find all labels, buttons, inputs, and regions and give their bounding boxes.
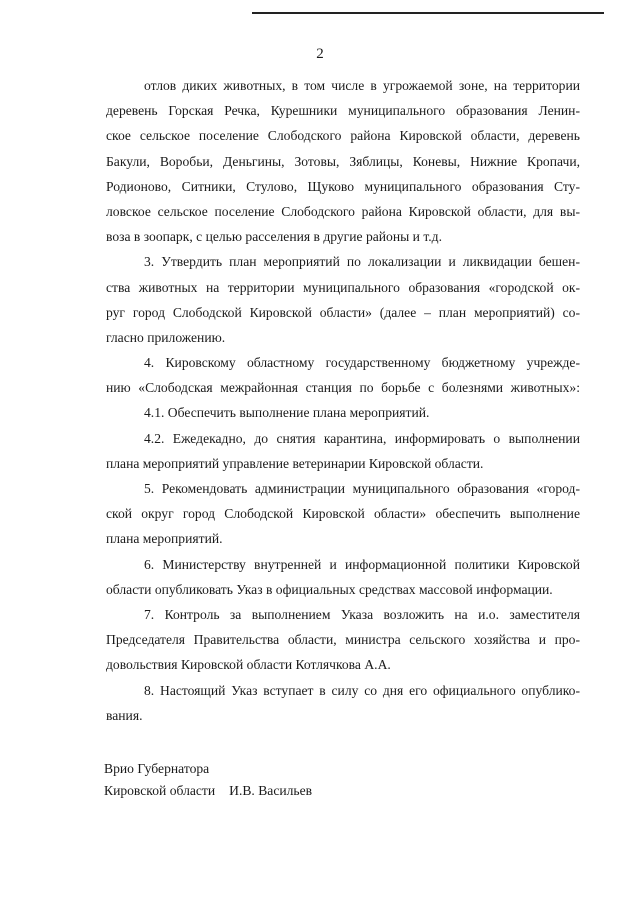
text-line: плана мероприятий управление ветеринарии Кировской области. xyxy=(106,455,484,471)
text-line: ловское сельское поселение Слободского района Кировской области, для вы- xyxy=(106,203,580,219)
text-line: Бакули, Воробьи, Деньгины, Зотовы, Зяблицы, Коневы, Нижние Кропачи, xyxy=(106,153,580,169)
text-line: Председателя Правительства области, министра сельского хозяйства и про- xyxy=(106,632,580,648)
text-line: Родионово, Ситники, Стулово, Щуково муниципального образования Сту- xyxy=(106,178,580,194)
signatory-region: Кировской области xyxy=(104,783,216,798)
text-line: 4.2. Ежедекадно, до снятия карантина, информировать о выполнении xyxy=(144,430,580,446)
text-line: 4.1. Обеспечить выполнение плана мероприятий. xyxy=(144,405,430,421)
text-line: 4. Кировскому областному государственному бюджетному учрежде- xyxy=(144,355,580,371)
text-line: нию «Слободская межрайонная станция по борьбе с болезнями животных»: xyxy=(106,380,580,396)
text-line: плана мероприятий. xyxy=(106,531,223,547)
text-line: 7. Контроль за выполнением Указа возложить на и.о. заместителя xyxy=(144,606,580,622)
text-line: вания. xyxy=(106,707,143,723)
text-line: 5. Рекомендовать администрации муниципального образования «город- xyxy=(144,481,580,496)
signatory-region-line xyxy=(104,780,312,802)
text-line: ства животных на территории муниципального образования «городской ок- xyxy=(106,279,580,295)
text-line: области опубликовать Указ в официальных средствах массовой информации. xyxy=(106,581,553,597)
text-line: 3. Утвердить план мероприятий по локализации и ликвидации бешен- xyxy=(144,254,580,270)
text-line: воза в зоопарк, с целью расселения в другие районы и т.д. xyxy=(106,229,442,245)
signature-block xyxy=(104,758,312,802)
text-line: гласно приложению. xyxy=(106,329,226,345)
text-line: ское сельское поселение Слободского района Кировской области, деревень xyxy=(106,128,580,144)
text-line: руг город Слободской Кировской области» (далее – план мероприятий) со- xyxy=(106,304,580,320)
signatory-name: И.В. Васильев xyxy=(229,783,313,798)
header-rule xyxy=(252,12,604,14)
text-line: деревень Горская Речка, Курешники муниципального образования Ленин- xyxy=(106,103,580,119)
decree-body xyxy=(106,73,580,728)
text-line: 8. Настоящий Указ вступает в силу со дня его официального опублико- xyxy=(144,682,580,698)
text-line: довольствия Кировской области Котлячкова А.А. xyxy=(106,657,391,673)
text-line: 6. Министерству внутренней и информационной политики Кировской xyxy=(144,556,580,572)
page-number: 2 xyxy=(316,46,324,62)
text-line: ской округ город Слободской Кировской области» обеспечить выполнение xyxy=(106,506,580,522)
text-line: отлов диких животных, в том числе в угрожаемой зоне, на территории xyxy=(144,78,580,93)
signatory-position: Врио Губернатора xyxy=(104,761,210,776)
